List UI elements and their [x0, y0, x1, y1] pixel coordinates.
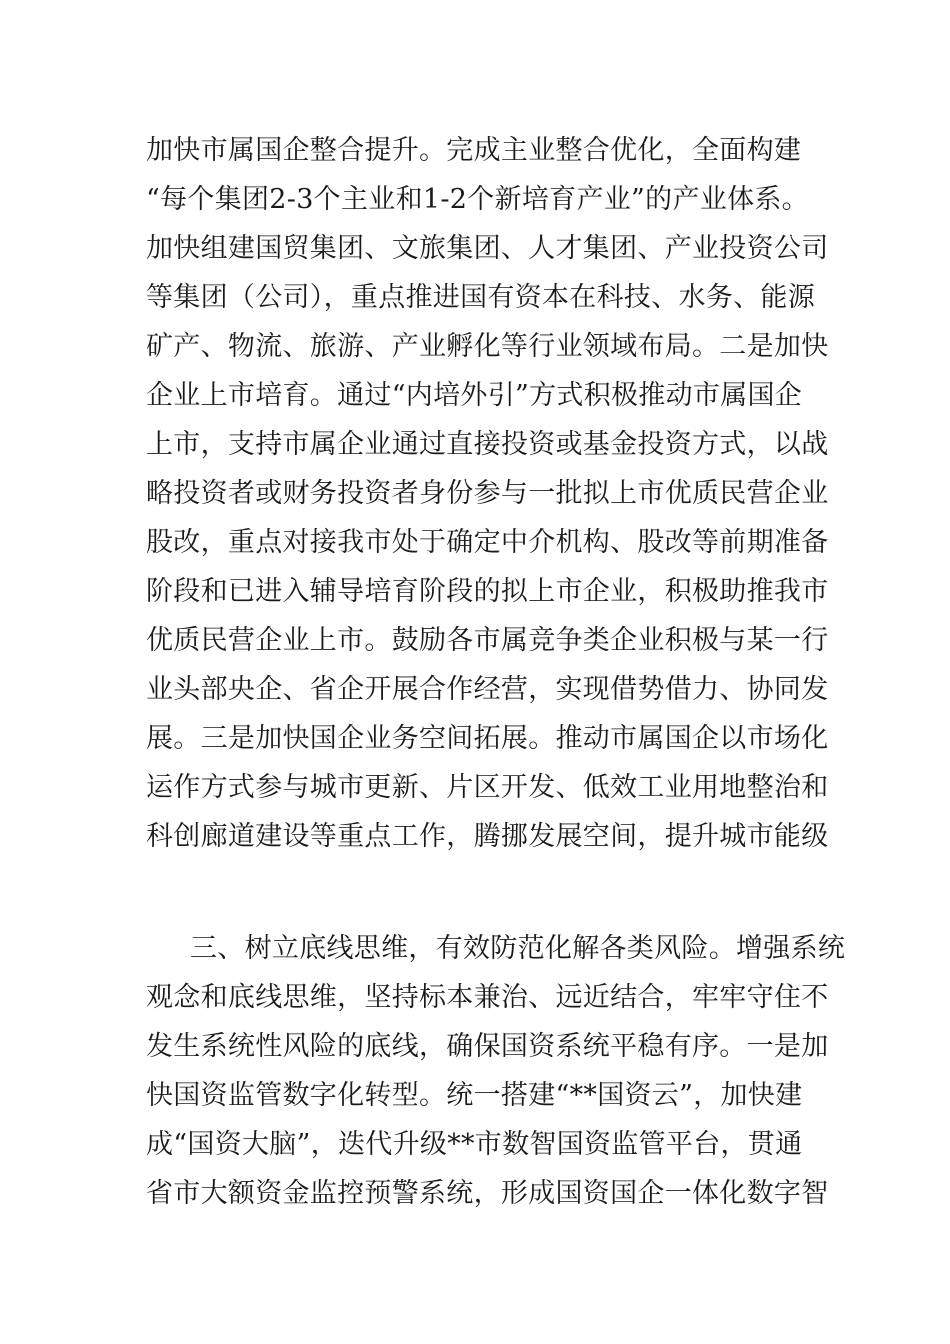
text-line: 加快组建国贸集团、文旅集团、人才集团、产业投资公司	[146, 233, 829, 264]
text-line: “每个集团2-3个主业和1-2个新培育产业”的产业体系。	[146, 184, 809, 215]
text-line: 略投资者或财务投资者身份参与一批拟上市优质民营企业	[146, 478, 829, 509]
text-line: 省市大额资金监控预警系统，形成国资国企一体化数字智	[146, 1178, 829, 1209]
text-line: 三、树立底线思维，有效防范化解各类风险。增强系统	[190, 933, 846, 964]
text-line: 阶段和已进入辅导培育阶段的拟上市企业，积极助推我市	[146, 576, 829, 607]
text-line: 等集团（公司），重点推进国有资本在科技、水务、能源	[146, 282, 815, 313]
text-line: 成“国资大脑”，迭代升级**市数智国资监管平台，贯通	[146, 1129, 803, 1160]
text-line: 加快市属国企整合提升。完成主业整合优化，全面构建	[146, 135, 802, 166]
text-line: 上市，支持市属企业通过直接投资或基金投资方式，以战	[146, 429, 829, 460]
text-line: 矿产、物流、旅游、产业孵化等行业领域布局。二是加快	[146, 331, 829, 362]
text-line: 科创廊道建设等重点工作，腾挪发展空间，提升城市能级	[146, 821, 829, 852]
text-line: 股改，重点对接我市处于确定中介机构、股改等前期准备	[146, 527, 829, 558]
text-line: 业头部央企、省企开展合作经营，实现借势借力、协同发	[146, 674, 829, 705]
text-line: 优质民营企业上市。鼓励各市属竞争类企业积极与某一行	[146, 625, 829, 656]
text-line: 观念和底线思维，坚持标本兼治、远近结合，牢牢守住不	[146, 982, 829, 1013]
text-line: 企业上市培育。通过“内培外引”方式积极推动市属国企	[146, 380, 803, 411]
text-line: 展。三是加快国企业务空间拓展。推动市属国企以市场化	[146, 723, 829, 754]
text-line: 发生系统性风险的底线，确保国资系统平稳有序。一是加	[146, 1031, 829, 1062]
text-line: 运作方式参与城市更新、片区开发、低效工业用地整治和	[146, 772, 829, 803]
text-line: 快国资监管数字化转型。统一搭建“**国资云”，加快建	[146, 1080, 803, 1111]
